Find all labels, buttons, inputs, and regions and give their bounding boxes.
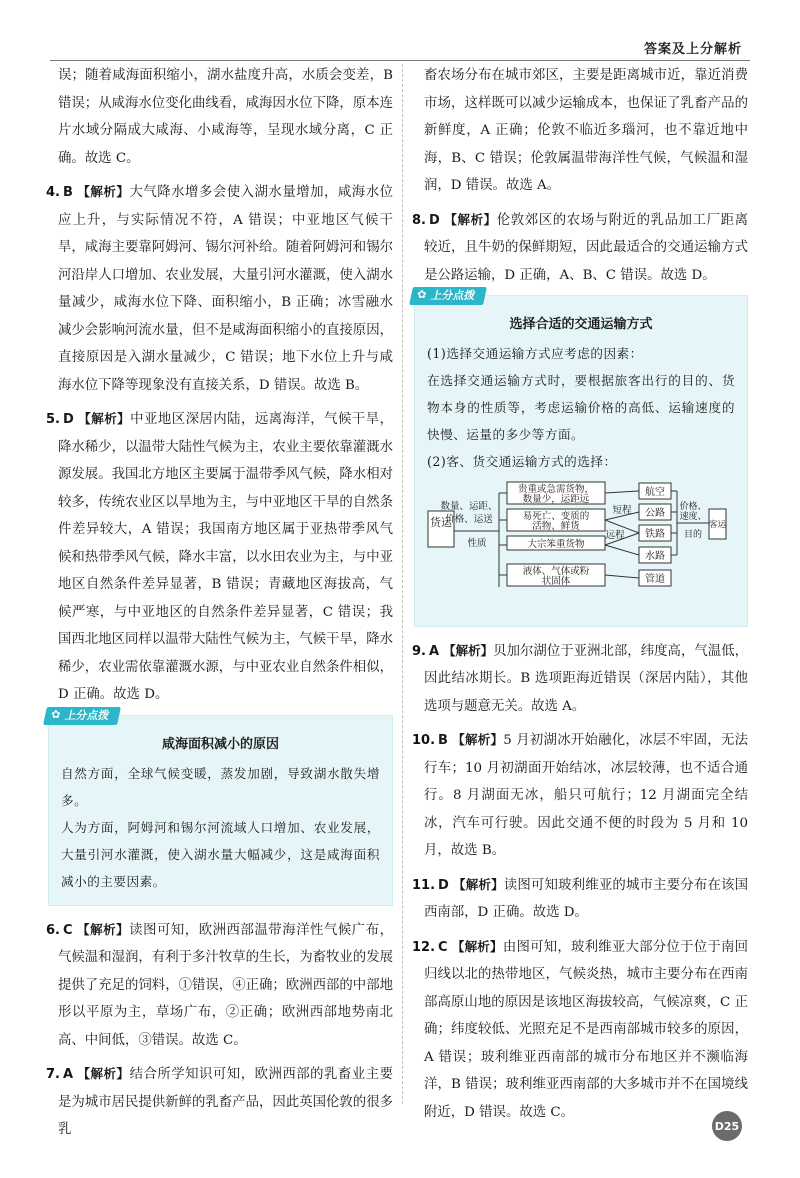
left-factor-3: 性质	[467, 538, 487, 549]
tip-title: 选择合适的交通运输方式	[509, 317, 653, 332]
cargo-text: 活物、鲜货	[532, 521, 580, 532]
question-number: 5.	[46, 412, 60, 427]
question-9	[412, 637, 748, 721]
answer-letter: B	[62, 185, 73, 200]
answer-letter: D	[62, 412, 74, 427]
cargo-text: 状固体	[541, 576, 571, 587]
analysis-label: 【解析】	[443, 642, 494, 658]
question-number: 12.	[412, 939, 436, 955]
right-factor-2: 速度、	[679, 512, 707, 522]
tip-box-aral-sea	[48, 707, 393, 906]
answer-letter: A	[62, 1067, 74, 1082]
analysis-label: 【解析】	[451, 732, 504, 747]
question-4	[46, 178, 393, 399]
right-factor-3: 目的	[683, 530, 703, 540]
question-7	[46, 1060, 393, 1144]
question-number: 7.	[46, 1067, 60, 1082]
tip-paragraph: 人为方面，阿姆河和锡尔河流域人口增加、农业发展，大量引河水灌溉，使入湖水量大幅减少，这是咸海面积减小的主要因素。	[61, 819, 380, 889]
tip-title: 咸海面积减小的原因	[161, 736, 279, 752]
answer-letter: A	[428, 643, 440, 659]
mode-label: 铁路	[645, 529, 665, 540]
right-factor-1: 价格、	[679, 502, 707, 512]
tip-badge: ✿ 上分点拨	[43, 707, 121, 725]
analysis-text: 大气降水增多会使入湖水量增加，咸海水位应上升，与实际情况不符，A 错误；中亚地区气候干旱，咸海主要靠阿姆河、锡尔河补给。随着阿姆河和锡尔河沿岸人口增加、农业发展，大量引河水灌溉，使入湖水量减少，咸海水位下降、面积缩小，B 正确；冰雪融水减少会影响河流水量，但不是咸海面积缩小的直接原因，直接原因是入湖水量减少，C 错误；地下水位上升与咸海水位下降等现象没有直接关系，D 错误。故选 B。	[58, 185, 393, 393]
question-number: 6.	[46, 922, 60, 938]
answer-letter: D	[428, 212, 440, 228]
long-distance-label: 远程	[605, 530, 625, 541]
cargo-text: 易死亡、变质的	[522, 511, 590, 522]
cargo-text: 液体、气体或粉	[522, 566, 590, 577]
analysis-label: 【解析】	[77, 1066, 130, 1081]
analysis-label: 【解析】	[443, 211, 497, 227]
short-distance-label: 短程	[612, 505, 632, 516]
page-header-title: 答案及上分解析	[643, 42, 742, 57]
tip-badge: ✿ 上分点拨	[409, 287, 487, 305]
passenger-label: 客运	[708, 520, 727, 530]
right-column	[412, 62, 748, 1132]
transport-diagram	[427, 479, 727, 605]
analysis-label: 【解析】	[76, 921, 130, 937]
analysis-text: 中亚地区深居内陆，远离海洋，气候干旱，降水稀少，以温带大陆性气候为主，农业主要依靠灌溉水源发展。我国北方地区主要属于温带季风气候，降水相对较多，传统农业区以旱地为主，与中亚地区干旱的自然条件差异较大，A 错误；我国南方地区属于亚热带季风气候和热带季风气候，降水丰富，以水田农业为主，与中亚地区自然条件差异显著，B 错误；青藏地区海拔高，气候严寒，与中亚地区的自然条件差异显著，C 错误；我国西北地区同样以温带大陆性气候为主，气候干旱，降水稀少，农业需依靠灌溉水源，与中亚农业自然条件相似，D 正确。故选 D。	[58, 412, 393, 702]
answer-letter: C	[62, 922, 73, 938]
analysis-text: 读图可知，欧洲西部温带海洋性气候广布，气候温和湿润，有利于多汁牧草的生长，为畜牧业的发展提供了充足的饲料，①错误，④正确；欧洲西部的中部地形以平原为主，草场广布，②正确；欧洲西部地势南北高、中间低，③错误。故选 C。	[58, 922, 393, 1048]
analysis-label: 【解析】	[452, 876, 504, 892]
answer-letter: D	[438, 877, 449, 893]
page-number-badge: D25	[712, 1111, 742, 1141]
mode-label: 航空	[645, 487, 665, 498]
question-5	[46, 405, 393, 709]
analysis-text: 5 月初湖冰开始融化，冰层不牢固，无法行车；10 月初湖面开始结冰，冰层较薄，也不适合通行。8 月湖面无冰，船只可航行；12 月湖面完全结冰，汽车可行驶。因此交通不便的时段为 5 月和 10 月，故选 B。	[424, 733, 748, 858]
analysis-text: 读图可知玻利维亚的城市主要分布在该国西南部，D 正确。故选 D。	[424, 877, 748, 920]
tip-paragraph: (1)选择交通运输方式应考虑的因素：	[427, 346, 643, 361]
column-divider	[402, 64, 403, 1104]
question-8	[412, 206, 748, 290]
left-factor-1: 数量、运距、	[440, 501, 498, 512]
question-10	[412, 726, 748, 865]
continued-text: 畜农场分布在城市郊区，主要是距离城市近，靠近消费市场，这样既可以减少运输成本，也保证了乳畜产品的新鲜度，A 正确；伦敦不临近多瑙河，也不靠近地中海，B、C 错误；伦敦属温带海洋性气候，气候温和湿润，D 错误。故选 A。	[424, 68, 748, 193]
left-column	[46, 62, 393, 1150]
cargo-text: 贵重或急需货物，	[517, 484, 595, 495]
star-icon: ✿	[51, 707, 61, 721]
analysis-label: 【解析】	[451, 938, 503, 954]
cargo-text: 数量少，运距远	[522, 494, 590, 505]
cargo-text: 大宗笨重货物	[527, 539, 585, 550]
analysis-text: 由图可知，玻利维亚大部分位于位于南回归线以北的热带地区，气候炎热，城市主要分布在西南部高原山地的原因是该地区海拔较高，气候凉爽，C 正确；纬度较低、光照充足不是西南部城市较多的原因，A 错误；玻利维亚西南部的城市分布地区并不濒临海洋，B 错误；玻利维亚西南部的大多城市并不在国境线附近，D 错误。故选 C。	[424, 939, 748, 1120]
header-divider	[50, 60, 750, 61]
mode-label: 水路	[645, 551, 665, 562]
tip-body	[61, 760, 380, 895]
analysis-label: 【解析】	[76, 184, 130, 199]
tip-body	[427, 340, 735, 475]
analysis-text: 结合所学知识可知，欧洲西部的乳畜业主要是为城市居民提供新鲜的乳畜产品，因此英国伦敦的很多乳	[58, 1067, 393, 1137]
tip-paragraph: (2)客、货交通运输方式的选择：	[427, 454, 617, 469]
tip-paragraph: 自然方面，全球气候变暖，蒸发加剧，导致湖水散失增多。	[61, 765, 380, 808]
tip-paragraph: 在选择交通运输方式时，要根据旅客出行的目的、货物本身的性质等，考虑运输价格的高低、运输速度的快慢、运量的多少等方面。	[427, 373, 735, 442]
analysis-label: 【解析】	[77, 411, 131, 426]
left-factor-2: 价格、运送	[445, 514, 493, 525]
analysis-text: 伦敦郊区的农场与附近的乳品加工厂距离较近，且牛奶的保鲜期短，因此最适合的交通运输方式是公路运输，D 正确，A、B、C 错误。故选 D。	[424, 212, 748, 283]
answer-letter: C	[438, 939, 448, 955]
question-number: 9.	[412, 643, 426, 659]
continued-text: 误；随着咸海面积缩小，湖水盐度升高，水质会变差，B 错误；从咸海水位变化曲线看，咸海因水位下降，原本连片水域分隔成大咸海、小咸海等，呈现水域分离，C 正确。故选 C。	[58, 68, 393, 166]
question-number: 11.	[412, 877, 436, 893]
question-6	[46, 916, 393, 1055]
tip-box-transport	[414, 288, 748, 627]
question-number: 8.	[412, 212, 426, 228]
question-11	[412, 871, 748, 927]
question-12	[412, 933, 748, 1127]
mode-label: 管道	[645, 574, 665, 585]
mode-label: 公路	[645, 508, 665, 519]
answer-letter: B	[438, 733, 448, 748]
freight-label-1: 货运	[430, 516, 452, 529]
question-number: 10.	[412, 733, 436, 748]
analysis-text: 贝加尔湖位于亚洲北部，纬度高，气温低，因此结冰期长。B 选项距海近错误（深居内陆），其他选项与题意无关。故选 A。	[424, 643, 748, 714]
question-number: 4.	[46, 185, 60, 200]
star-icon: ✿	[417, 288, 427, 301]
